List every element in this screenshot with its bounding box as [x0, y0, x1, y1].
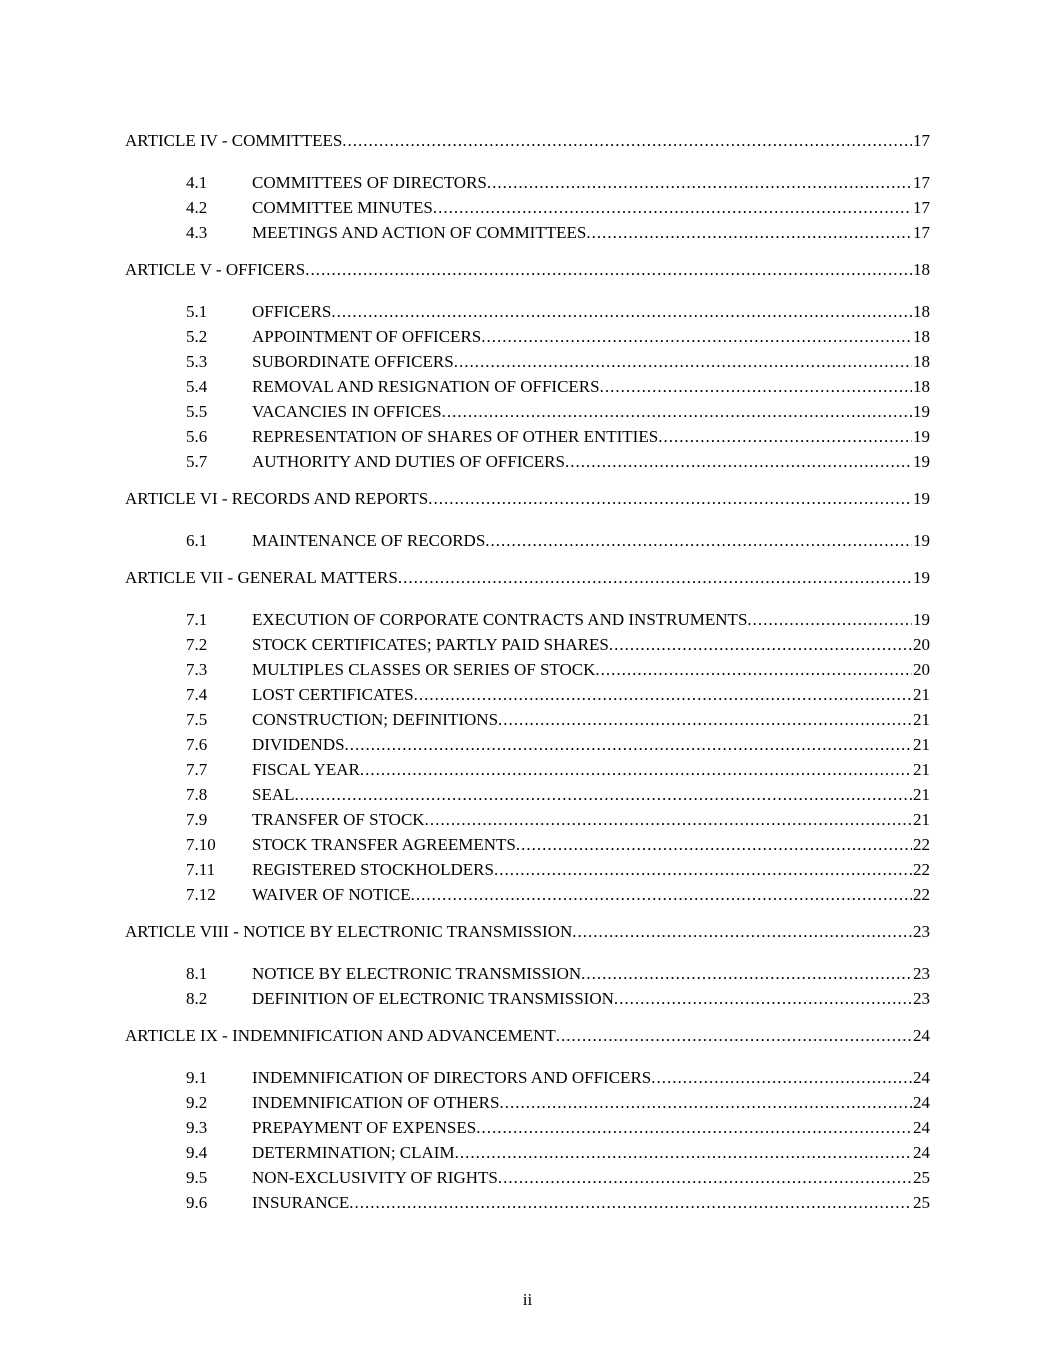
entry-number: 9.1 [186, 1068, 208, 1087]
toc-article-heading [125, 919, 930, 944]
entry-label: SEAL [252, 785, 295, 804]
dot-leader [600, 374, 912, 399]
page-number: 19 [913, 489, 930, 508]
dot-leader [499, 1090, 912, 1115]
page-number: 24 [913, 1093, 930, 1112]
toc-entry [125, 961, 930, 986]
toc-entry [125, 1165, 930, 1190]
entry-label: STOCK CERTIFICATES; PARTLY PAID SHARES [252, 635, 609, 654]
dot-leader [454, 349, 912, 374]
page-number: 24 [913, 1068, 930, 1087]
entry-label: STOCK TRANSFER AGREEMENTS [252, 835, 516, 854]
toc-entry [125, 399, 930, 424]
dot-leader [455, 1140, 912, 1165]
toc-article-heading [125, 128, 930, 153]
toc-entry [125, 1090, 930, 1115]
article-heading-label: ARTICLE VI - RECORDS AND REPORTS [125, 489, 429, 508]
toc-entry [125, 986, 930, 1011]
entry-number: 7.9 [186, 810, 208, 829]
article-heading-label: ARTICLE IX - INDEMNIFICATION AND ADVANCEMENT [125, 1026, 556, 1045]
dot-leader [485, 528, 912, 553]
entry-label: REMOVAL AND RESIGNATION OF OFFICERS [252, 377, 600, 396]
entry-label: WAIVER OF NOTICE [252, 885, 411, 904]
page-number: 20 [913, 635, 930, 654]
entry-label: VACANCIES IN OFFICES [252, 402, 442, 421]
page-number: 24 [913, 1026, 930, 1045]
toc-entry [125, 170, 930, 195]
toc-entry [125, 1190, 930, 1215]
entry-number: 5.1 [186, 302, 208, 321]
entry-number: 7.5 [186, 710, 208, 729]
entry-number: 9.5 [186, 1168, 208, 1187]
entry-label: MAINTENANCE OF RECORDS [252, 531, 486, 550]
page-number: 21 [913, 735, 930, 754]
entry-label: SUBORDINATE OFFICERS [252, 352, 454, 371]
toc-entry [125, 528, 930, 553]
entry-label: AUTHORITY AND DUTIES OF OFFICERS [252, 452, 565, 471]
dot-leader [658, 424, 912, 449]
dot-leader [295, 782, 913, 807]
page-number: 19 [913, 610, 930, 629]
toc-article-heading [125, 486, 930, 511]
entry-label: COMMITTEE MINUTES [252, 198, 433, 217]
toc-entry [125, 757, 930, 782]
entry-number: 8.2 [186, 989, 208, 1008]
toc-entry [125, 607, 930, 632]
dot-leader [516, 832, 912, 857]
page-number: 21 [913, 760, 930, 779]
table-of-contents [125, 128, 930, 1215]
page-number: 24 [913, 1143, 930, 1162]
entry-number: 4.1 [186, 173, 208, 192]
toc-entry [125, 707, 930, 732]
toc-entry [125, 657, 930, 682]
dot-leader [609, 632, 912, 657]
dot-leader [481, 324, 912, 349]
entry-number: 8.1 [186, 964, 208, 983]
dot-leader [565, 449, 912, 474]
page-number: 24 [913, 1118, 930, 1137]
toc-entry [125, 857, 930, 882]
page-number: 18 [913, 302, 930, 321]
toc-article-heading [125, 1023, 930, 1048]
toc-entry [125, 1065, 930, 1090]
entry-number: 9.4 [186, 1143, 208, 1162]
page-number: 22 [913, 835, 930, 854]
dot-leader [342, 128, 912, 153]
entry-label: INDEMNIFICATION OF DIRECTORS AND OFFICERS [252, 1068, 652, 1087]
dot-leader [331, 299, 912, 324]
entry-number: 7.7 [186, 760, 208, 779]
entry-label: FISCAL YEAR [252, 760, 360, 779]
page-number: 23 [913, 964, 930, 983]
toc-entry [125, 449, 930, 474]
page-number: 19 [913, 568, 930, 587]
entry-label: APPOINTMENT OF OFFICERS [252, 327, 482, 346]
toc-section [125, 486, 930, 553]
page-number: 17 [913, 198, 930, 217]
dot-leader [586, 220, 912, 245]
dot-leader [305, 257, 912, 282]
entry-number: 7.6 [186, 735, 208, 754]
entry-number: 9.2 [186, 1093, 208, 1112]
page-number: 21 [913, 710, 930, 729]
article-heading-label: ARTICLE V - OFFICERS [125, 260, 306, 279]
dot-leader [651, 1065, 912, 1090]
entry-number: 9.3 [186, 1118, 208, 1137]
entry-label: INSURANCE [252, 1193, 350, 1212]
page-number: 23 [913, 922, 930, 941]
toc-entry [125, 1140, 930, 1165]
dot-leader [614, 986, 912, 1011]
dot-leader [398, 565, 912, 590]
toc-section [125, 128, 930, 245]
page-number: 23 [913, 989, 930, 1008]
dot-leader [360, 757, 912, 782]
entry-label: LOST CERTIFICATES [252, 685, 414, 704]
page-number: 19 [913, 427, 930, 446]
toc-entry [125, 374, 930, 399]
dot-leader [349, 1190, 912, 1215]
toc-section [125, 919, 930, 1011]
dot-leader [494, 857, 912, 882]
entry-number: 5.2 [186, 327, 208, 346]
toc-entry [125, 220, 930, 245]
entry-label: PREPAYMENT OF EXPENSES [252, 1118, 477, 1137]
toc-section [125, 1023, 930, 1215]
entry-number: 7.11 [186, 860, 216, 879]
entry-number: 6.1 [186, 531, 208, 550]
dot-leader [442, 399, 912, 424]
page-number: 22 [913, 860, 930, 879]
entry-label: INDEMNIFICATION OF OTHERS [252, 1093, 500, 1112]
dot-leader [595, 657, 912, 682]
entry-label: CONSTRUCTION; DEFINITIONS [252, 710, 499, 729]
page-number: 18 [913, 352, 930, 371]
dot-leader [428, 486, 912, 511]
dot-leader [411, 882, 912, 907]
toc-entry [125, 349, 930, 374]
toc-entry [125, 682, 930, 707]
entry-number: 9.6 [186, 1193, 208, 1212]
page-number: 18 [913, 327, 930, 346]
dot-leader [414, 682, 912, 707]
page-number: 18 [913, 377, 930, 396]
toc-entry [125, 732, 930, 757]
entry-label: DETERMINATION; CLAIM [252, 1143, 455, 1162]
toc-entry [125, 195, 930, 220]
toc-entry [125, 1115, 930, 1140]
dot-leader [556, 1023, 912, 1048]
toc-entry [125, 832, 930, 857]
entry-number: 4.3 [186, 223, 208, 242]
toc-entry [125, 882, 930, 907]
dot-leader [425, 807, 912, 832]
entry-number: 5.6 [186, 427, 208, 446]
toc-entry [125, 299, 930, 324]
page-number: 19 [913, 402, 930, 421]
page-number: 22 [913, 885, 930, 904]
entry-number: 7.1 [186, 610, 208, 629]
entry-number: 7.10 [186, 835, 216, 854]
dot-leader [433, 195, 912, 220]
dot-leader [581, 961, 912, 986]
entry-number: 5.4 [186, 377, 208, 396]
toc-entry [125, 807, 930, 832]
page-number: 21 [913, 810, 930, 829]
dot-leader [487, 170, 912, 195]
page-number: 17 [913, 223, 930, 242]
article-heading-label: ARTICLE IV - COMMITTEES [125, 131, 343, 150]
entry-label: DEFINITION OF ELECTRONIC TRANSMISSION [252, 989, 614, 1008]
entry-number: 7.3 [186, 660, 208, 679]
dot-leader [498, 1165, 912, 1190]
entry-label: MEETINGS AND ACTION OF COMMITTEES [252, 223, 587, 242]
entry-label: COMMITTEES OF DIRECTORS [252, 173, 487, 192]
entry-number: 4.2 [186, 198, 208, 217]
article-heading-label: ARTICLE VII - GENERAL MATTERS [125, 568, 398, 587]
page-number: 20 [913, 660, 930, 679]
toc-entry [125, 324, 930, 349]
page-number: 18 [913, 260, 930, 279]
entry-number: 7.8 [186, 785, 208, 804]
entry-label: DIVIDENDS [252, 735, 345, 754]
page-number: 17 [913, 131, 930, 150]
toc-entry [125, 424, 930, 449]
entry-label: REGISTERED STOCKHOLDERS [252, 860, 494, 879]
entry-label: OFFICERS [252, 302, 332, 321]
page-number-footer: ii [522, 1290, 533, 1309]
article-heading-label: ARTICLE VIII - NOTICE BY ELECTRONIC TRANSMISSION [125, 922, 573, 941]
entry-label: NOTICE BY ELECTRONIC TRANSMISSION [252, 964, 582, 983]
page-number: 25 [913, 1193, 930, 1212]
toc-section [125, 257, 930, 474]
entry-label: REPRESENTATION OF SHARES OF OTHER ENTITIES [252, 427, 659, 446]
page-number: 19 [913, 531, 930, 550]
toc-entry [125, 632, 930, 657]
dot-leader [345, 732, 912, 757]
page-number: 17 [913, 173, 930, 192]
entry-number: 5.5 [186, 402, 208, 421]
dot-leader [498, 707, 912, 732]
dot-leader [747, 607, 912, 632]
entry-number: 7.2 [186, 635, 208, 654]
toc-section [125, 565, 930, 907]
toc-entry [125, 782, 930, 807]
page-number: 21 [913, 685, 930, 704]
dot-leader [572, 919, 912, 944]
page-number: 19 [913, 452, 930, 471]
entry-label: TRANSFER OF STOCK [252, 810, 425, 829]
dot-leader [476, 1115, 912, 1140]
toc-article-heading [125, 257, 930, 282]
entry-label: NON-EXCLUSIVITY OF RIGHTS [252, 1168, 498, 1187]
entry-number: 5.3 [186, 352, 208, 371]
entry-number: 5.7 [186, 452, 208, 471]
toc-article-heading [125, 565, 930, 590]
page-number: 21 [913, 785, 930, 804]
page-number: 25 [913, 1168, 930, 1187]
entry-number: 7.12 [186, 885, 216, 904]
entry-label: MULTIPLES CLASSES OR SERIES OF STOCK [252, 660, 596, 679]
entry-label: EXECUTION OF CORPORATE CONTRACTS AND INSTRUMENTS [252, 610, 748, 629]
entry-number: 7.4 [186, 685, 208, 704]
